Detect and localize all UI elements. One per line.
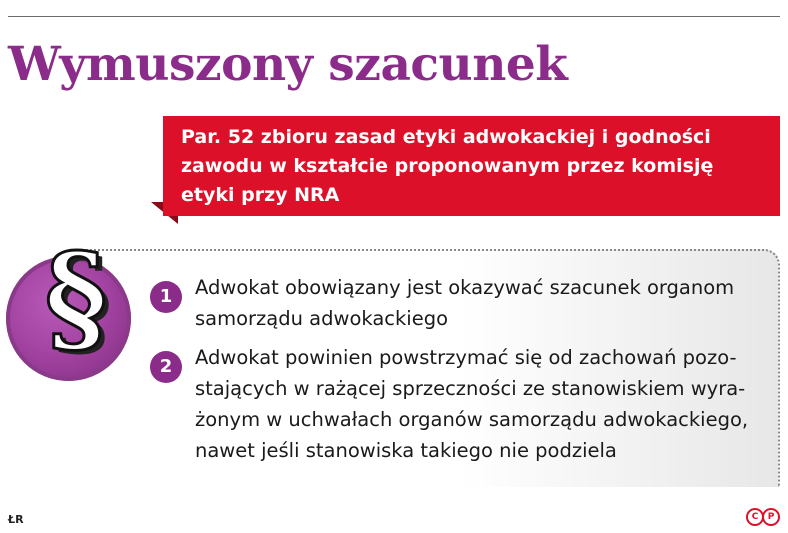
logo-letter-p: P	[762, 508, 780, 526]
item-number-badge: 2	[150, 351, 182, 383]
top-rule	[8, 16, 780, 17]
item-number-badge: 1	[150, 281, 182, 313]
item-1-line-1: Adwokat obowiązany jest okazywać szacunek organom	[195, 276, 735, 299]
banner-line-2: zawodu w kształcie proponowanym przez komisję	[181, 155, 714, 177]
banner-line-3: etyki przy NRA	[181, 184, 340, 206]
item-2-line-1: Adwokat powinien powstrzymać się od zachowań pozo-	[195, 346, 737, 369]
logo-letter-c: C	[746, 508, 764, 526]
cp-logo-icon	[746, 508, 780, 526]
page-title: Wymuszony szacunek	[8, 37, 568, 92]
banner-line-1: Par. 52 zbioru zasad etyki adwokackiej i godności	[181, 126, 711, 148]
item-2-line-2: stających w rażącej sprzeczności ze stanowiskiem wyra-	[195, 377, 746, 400]
list-item	[195, 342, 775, 466]
item-2-line-4: nawet jeśli stanowiska takiego nie podziela	[195, 439, 617, 462]
item-1-line-2: samorządu adwokackiego	[195, 307, 449, 330]
list-item	[195, 272, 775, 334]
subtitle-banner	[163, 116, 780, 216]
item-2-line-3: żonym w uchwałach organów samorządu adwokackiego,	[195, 408, 749, 431]
author-credit: ŁR	[8, 513, 24, 526]
section-sign-icon: §	[44, 227, 108, 368]
banner-text	[181, 123, 761, 210]
